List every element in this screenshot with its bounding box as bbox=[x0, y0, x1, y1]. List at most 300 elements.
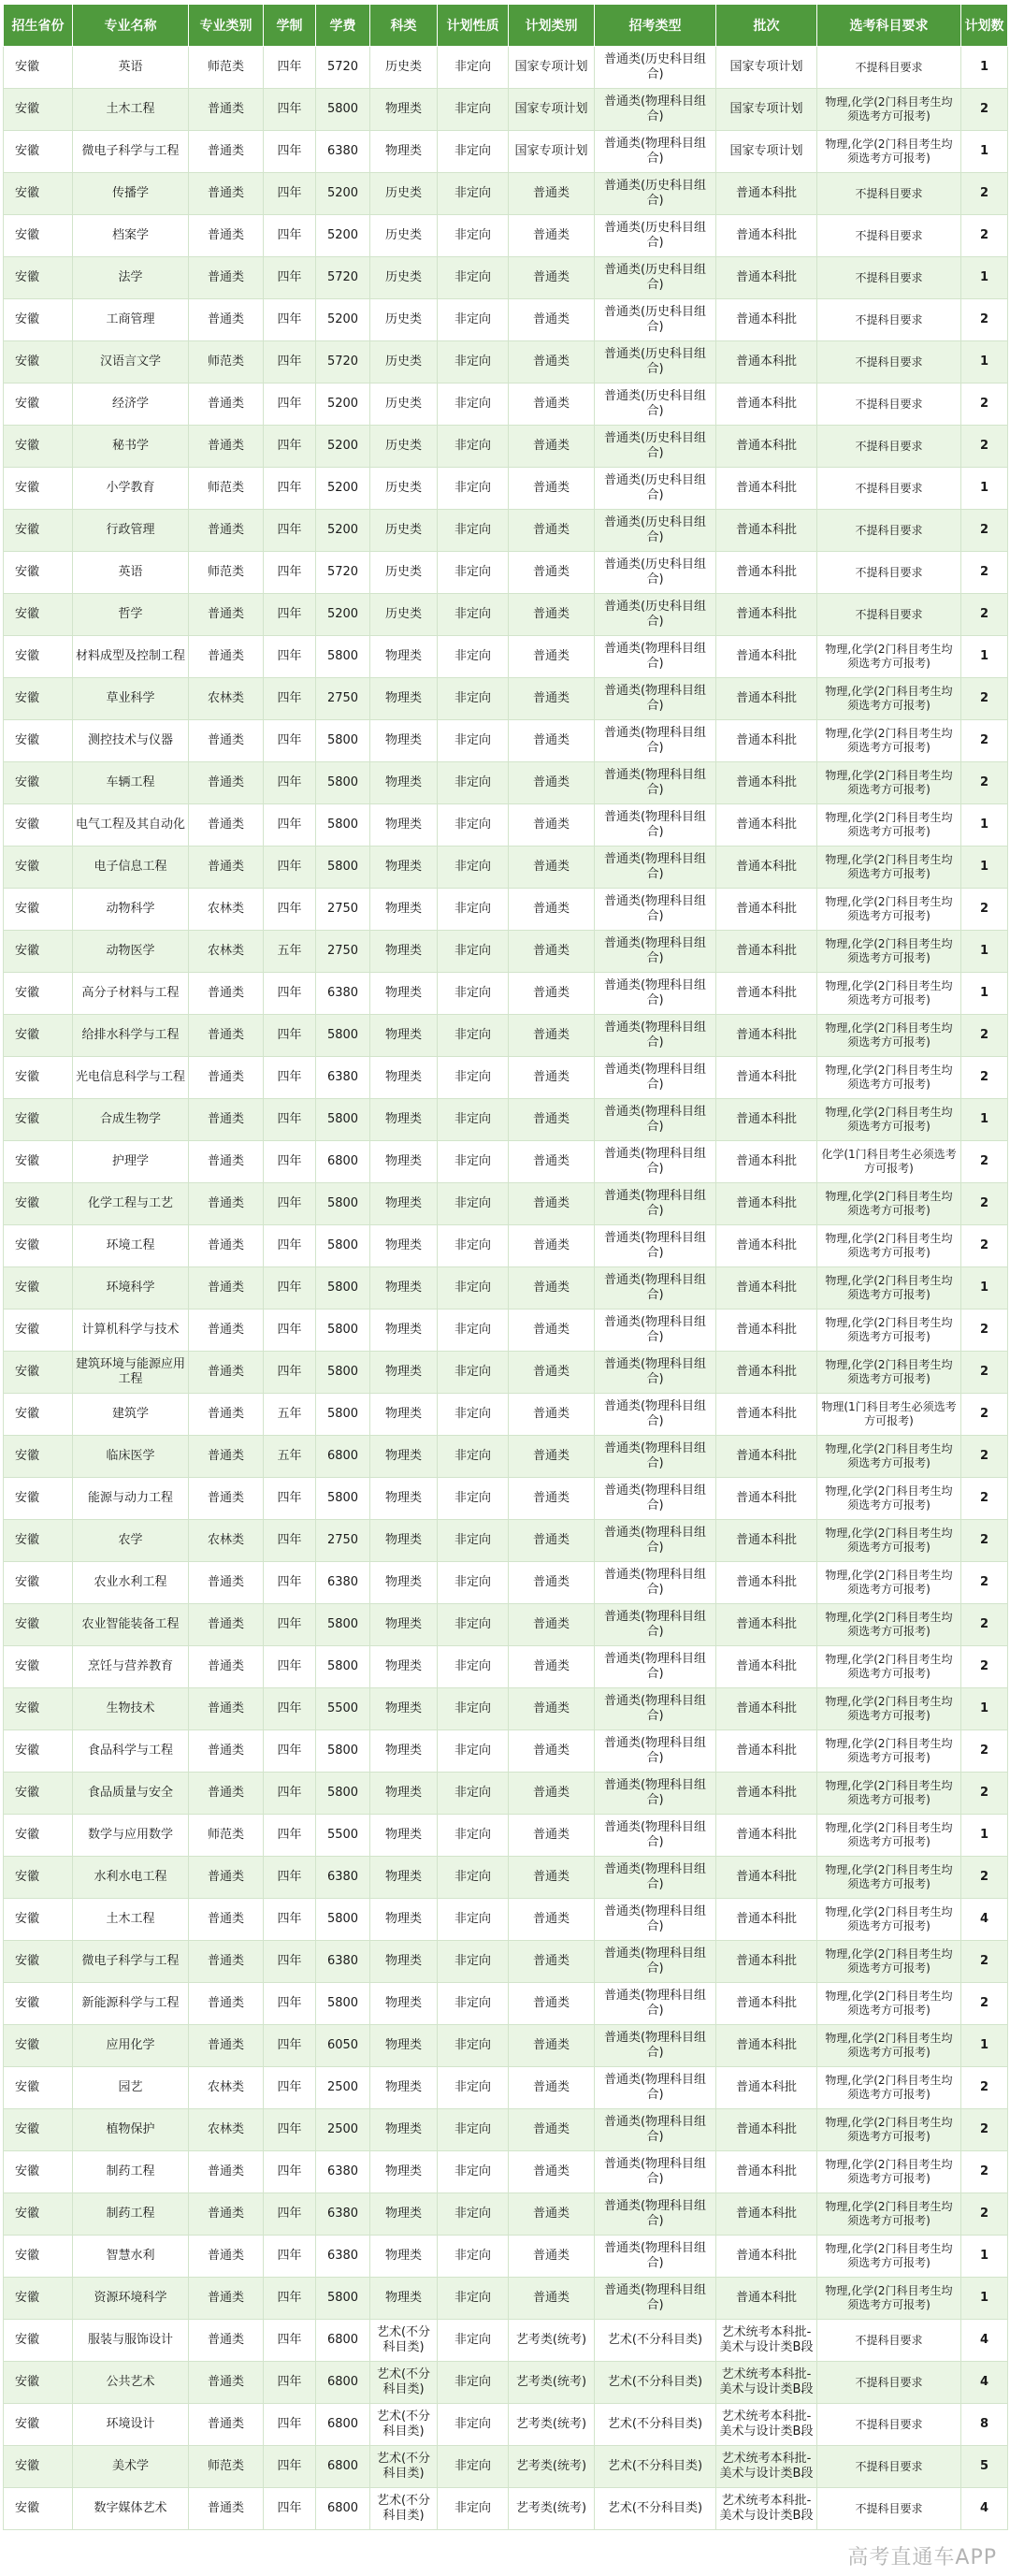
cell-batch: 普通本科批 bbox=[716, 2278, 817, 2320]
cell-exam-type: 艺术(不分科目类) bbox=[595, 2404, 716, 2446]
cell-province: 安徽 bbox=[4, 89, 73, 131]
cell-plan-count: 2 bbox=[961, 1394, 1008, 1436]
cell-duration: 四年 bbox=[264, 2236, 316, 2278]
cell-subject-track: 艺术(不分科目类) bbox=[370, 2488, 438, 2530]
cell-major-category: 普通类 bbox=[189, 1604, 264, 1646]
cell-batch: 普通本科批 bbox=[716, 1141, 817, 1183]
cell-tuition: 5800 bbox=[316, 1899, 370, 1941]
cell-major: 烹饪与营养教育 bbox=[73, 1646, 189, 1688]
cell-plan-count: 1 bbox=[961, 973, 1008, 1015]
cell-major-category: 普通类 bbox=[189, 1183, 264, 1225]
cell-plan-count: 2 bbox=[961, 2193, 1008, 2236]
cell-subject-track: 物理类 bbox=[370, 2193, 438, 2236]
table-row bbox=[4, 1688, 1008, 1730]
cell-subject-track: 物理类 bbox=[370, 1604, 438, 1646]
cell-batch: 普通本科批 bbox=[716, 1773, 817, 1815]
cell-batch: 普通本科批 bbox=[716, 2151, 817, 2193]
header-major-category: 专业类别 bbox=[189, 5, 264, 47]
cell-plan-category: 普通类 bbox=[509, 678, 595, 720]
cell-plan-category: 普通类 bbox=[509, 1015, 595, 1057]
cell-tuition: 5800 bbox=[316, 1646, 370, 1688]
cell-major-category: 普通类 bbox=[189, 804, 264, 847]
cell-plan-count: 2 bbox=[961, 426, 1008, 468]
cell-subject-requirement: 物理,化学(2门科目考生均须选考方可报考) bbox=[817, 2109, 961, 2151]
header-row bbox=[4, 5, 1008, 47]
cell-subject-track: 物理类 bbox=[370, 1478, 438, 1520]
cell-province: 安徽 bbox=[4, 215, 73, 257]
cell-duration: 四年 bbox=[264, 1310, 316, 1352]
table-row bbox=[4, 173, 1008, 215]
cell-plan-nature: 非定向 bbox=[438, 510, 509, 552]
cell-plan-category: 普通类 bbox=[509, 594, 595, 636]
cell-exam-type: 普通类(物理科目组合) bbox=[595, 847, 716, 889]
cell-subject-track: 物理类 bbox=[370, 1899, 438, 1941]
cell-major-category: 普通类 bbox=[189, 2320, 264, 2362]
cell-major: 智慧水利 bbox=[73, 2236, 189, 2278]
cell-major-category: 普通类 bbox=[189, 1857, 264, 1899]
cell-tuition: 5800 bbox=[316, 847, 370, 889]
cell-exam-type: 普通类(历史科目组合) bbox=[595, 257, 716, 299]
cell-subject-requirement: 不提科目要求 bbox=[817, 468, 961, 510]
cell-duration: 四年 bbox=[264, 47, 316, 89]
table-row bbox=[4, 2320, 1008, 2362]
cell-plan-nature: 非定向 bbox=[438, 2151, 509, 2193]
cell-province: 安徽 bbox=[4, 1310, 73, 1352]
table-row bbox=[4, 1436, 1008, 1478]
cell-exam-type: 普通类(历史科目组合) bbox=[595, 594, 716, 636]
cell-plan-category: 普通类 bbox=[509, 847, 595, 889]
cell-duration: 四年 bbox=[264, 2109, 316, 2151]
cell-province: 安徽 bbox=[4, 2236, 73, 2278]
cell-province: 安徽 bbox=[4, 762, 73, 804]
cell-plan-category: 普通类 bbox=[509, 215, 595, 257]
cell-major: 制药工程 bbox=[73, 2151, 189, 2193]
cell-province: 安徽 bbox=[4, 889, 73, 931]
header-duration: 学制 bbox=[264, 5, 316, 47]
cell-batch: 普通本科批 bbox=[716, 804, 817, 847]
cell-subject-requirement: 物理,化学(2门科目考生均须选考方可报考) bbox=[817, 762, 961, 804]
cell-plan-category: 普通类 bbox=[509, 973, 595, 1015]
table-row bbox=[4, 299, 1008, 341]
cell-plan-nature: 非定向 bbox=[438, 1899, 509, 1941]
cell-subject-requirement: 物理,化学(2门科目考生均须选考方可报考) bbox=[817, 889, 961, 931]
cell-major-category: 师范类 bbox=[189, 47, 264, 89]
cell-plan-count: 2 bbox=[961, 1352, 1008, 1394]
cell-plan-category: 普通类 bbox=[509, 2025, 595, 2067]
cell-major-category: 普通类 bbox=[189, 131, 264, 173]
cell-plan-nature: 非定向 bbox=[438, 678, 509, 720]
cell-plan-count: 2 bbox=[961, 89, 1008, 131]
cell-subject-requirement: 物理,化学(2门科目考生均须选考方可报考) bbox=[817, 847, 961, 889]
cell-tuition: 6380 bbox=[316, 2193, 370, 2236]
cell-major: 能源与动力工程 bbox=[73, 1478, 189, 1520]
cell-plan-category: 普通类 bbox=[509, 1983, 595, 2025]
cell-plan-count: 2 bbox=[961, 1857, 1008, 1899]
cell-major: 环境科学 bbox=[73, 1267, 189, 1310]
cell-major: 食品科学与工程 bbox=[73, 1730, 189, 1773]
cell-major: 给排水科学与工程 bbox=[73, 1015, 189, 1057]
cell-province: 安徽 bbox=[4, 47, 73, 89]
cell-province: 安徽 bbox=[4, 1478, 73, 1520]
cell-major-category: 普通类 bbox=[189, 89, 264, 131]
cell-tuition: 2750 bbox=[316, 678, 370, 720]
cell-plan-count: 1 bbox=[961, 2236, 1008, 2278]
cell-plan-nature: 非定向 bbox=[438, 1478, 509, 1520]
cell-subject-track: 物理类 bbox=[370, 1773, 438, 1815]
cell-plan-category: 普通类 bbox=[509, 1183, 595, 1225]
cell-plan-nature: 非定向 bbox=[438, 720, 509, 762]
cell-duration: 四年 bbox=[264, 2320, 316, 2362]
cell-plan-nature: 非定向 bbox=[438, 2320, 509, 2362]
cell-major-category: 普通类 bbox=[189, 1436, 264, 1478]
cell-batch: 普通本科批 bbox=[716, 1057, 817, 1099]
cell-plan-nature: 非定向 bbox=[438, 2404, 509, 2446]
table-row bbox=[4, 1478, 1008, 1520]
cell-subject-requirement: 物理,化学(2门科目考生均须选考方可报考) bbox=[817, 2193, 961, 2236]
table-row bbox=[4, 2025, 1008, 2067]
cell-subject-requirement: 物理,化学(2门科目考生均须选考方可报考) bbox=[817, 1520, 961, 1562]
cell-batch: 普通本科批 bbox=[716, 1478, 817, 1520]
cell-major: 经济学 bbox=[73, 384, 189, 426]
table-row bbox=[4, 510, 1008, 552]
cell-batch: 普通本科批 bbox=[716, 257, 817, 299]
cell-subject-requirement: 物理,化学(2门科目考生均须选考方可报考) bbox=[817, 1267, 961, 1310]
cell-subject-requirement: 物理,化学(2门科目考生均须选考方可报考) bbox=[817, 1562, 961, 1604]
cell-major: 传播学 bbox=[73, 173, 189, 215]
table-row bbox=[4, 215, 1008, 257]
cell-plan-nature: 非定向 bbox=[438, 1857, 509, 1899]
cell-exam-type: 普通类(物理科目组合) bbox=[595, 1899, 716, 1941]
cell-duration: 四年 bbox=[264, 636, 316, 678]
cell-plan-category: 普通类 bbox=[509, 2067, 595, 2109]
cell-province: 安徽 bbox=[4, 720, 73, 762]
cell-province: 安徽 bbox=[4, 1267, 73, 1310]
cell-exam-type: 普通类(物理科目组合) bbox=[595, 1099, 716, 1141]
table-row bbox=[4, 1983, 1008, 2025]
cell-subject-requirement: 不提科目要求 bbox=[817, 215, 961, 257]
cell-plan-category: 普通类 bbox=[509, 1941, 595, 1983]
cell-plan-category: 普通类 bbox=[509, 552, 595, 594]
cell-major-category: 普通类 bbox=[189, 2278, 264, 2320]
cell-subject-track: 物理类 bbox=[370, 1394, 438, 1436]
table-row bbox=[4, 1099, 1008, 1141]
table-row bbox=[4, 594, 1008, 636]
cell-major: 建筑环境与能源应用工程 bbox=[73, 1352, 189, 1394]
cell-plan-count: 1 bbox=[961, 636, 1008, 678]
cell-exam-type: 普通类(物理科目组合) bbox=[595, 1857, 716, 1899]
table-row bbox=[4, 1604, 1008, 1646]
cell-subject-requirement: 物理,化学(2门科目考生均须选考方可报考) bbox=[817, 1983, 961, 2025]
cell-subject-track: 物理类 bbox=[370, 1352, 438, 1394]
cell-exam-type: 普通类(物理科目组合) bbox=[595, 1310, 716, 1352]
cell-subject-track: 物理类 bbox=[370, 973, 438, 1015]
table-row bbox=[4, 678, 1008, 720]
cell-batch: 普通本科批 bbox=[716, 1983, 817, 2025]
cell-major: 美术学 bbox=[73, 2446, 189, 2488]
cell-duration: 四年 bbox=[264, 468, 316, 510]
cell-plan-nature: 非定向 bbox=[438, 594, 509, 636]
cell-plan-count: 2 bbox=[961, 1436, 1008, 1478]
cell-duration: 四年 bbox=[264, 1604, 316, 1646]
cell-subject-requirement: 不提科目要求 bbox=[817, 47, 961, 89]
cell-plan-category: 普通类 bbox=[509, 1646, 595, 1688]
cell-plan-nature: 非定向 bbox=[438, 889, 509, 931]
cell-plan-nature: 非定向 bbox=[438, 1310, 509, 1352]
cell-major: 汉语言文学 bbox=[73, 341, 189, 384]
cell-plan-nature: 非定向 bbox=[438, 131, 509, 173]
cell-plan-nature: 非定向 bbox=[438, 847, 509, 889]
cell-subject-requirement: 不提科目要求 bbox=[817, 426, 961, 468]
header-plan-nature: 计划性质 bbox=[438, 5, 509, 47]
cell-major: 应用化学 bbox=[73, 2025, 189, 2067]
cell-subject-track: 历史类 bbox=[370, 594, 438, 636]
cell-plan-nature: 非定向 bbox=[438, 1394, 509, 1436]
cell-exam-type: 艺术(不分科目类) bbox=[595, 2320, 716, 2362]
cell-plan-category: 普通类 bbox=[509, 1141, 595, 1183]
cell-batch: 普通本科批 bbox=[716, 341, 817, 384]
cell-province: 安徽 bbox=[4, 847, 73, 889]
table-row bbox=[4, 2236, 1008, 2278]
cell-batch: 普通本科批 bbox=[716, 1352, 817, 1394]
cell-major-category: 普通类 bbox=[189, 1478, 264, 1520]
cell-tuition: 6800 bbox=[316, 2488, 370, 2530]
cell-tuition: 6800 bbox=[316, 2404, 370, 2446]
cell-plan-nature: 非定向 bbox=[438, 1941, 509, 1983]
cell-batch: 普通本科批 bbox=[716, 426, 817, 468]
cell-batch: 普通本科批 bbox=[716, 468, 817, 510]
cell-major-category: 农林类 bbox=[189, 1520, 264, 1562]
cell-batch: 艺术统考本科批-美术与设计类B段 bbox=[716, 2446, 817, 2488]
cell-plan-category: 普通类 bbox=[509, 173, 595, 215]
header-plan-category: 计划类别 bbox=[509, 5, 595, 47]
cell-plan-count: 4 bbox=[961, 1899, 1008, 1941]
cell-duration: 四年 bbox=[264, 1057, 316, 1099]
cell-exam-type: 普通类(物理科目组合) bbox=[595, 1520, 716, 1562]
cell-plan-count: 4 bbox=[961, 2488, 1008, 2530]
cell-major: 园艺 bbox=[73, 2067, 189, 2109]
cell-exam-type: 普通类(物理科目组合) bbox=[595, 2067, 716, 2109]
cell-plan-category: 普通类 bbox=[509, 931, 595, 973]
cell-duration: 四年 bbox=[264, 552, 316, 594]
cell-exam-type: 普通类(物理科目组合) bbox=[595, 1225, 716, 1267]
cell-plan-count: 2 bbox=[961, 720, 1008, 762]
table-row bbox=[4, 552, 1008, 594]
cell-duration: 四年 bbox=[264, 1141, 316, 1183]
cell-plan-nature: 非定向 bbox=[438, 973, 509, 1015]
cell-plan-nature: 非定向 bbox=[438, 89, 509, 131]
cell-major: 农业智能装备工程 bbox=[73, 1604, 189, 1646]
cell-plan-category: 国家专项计划 bbox=[509, 131, 595, 173]
cell-plan-category: 普通类 bbox=[509, 2278, 595, 2320]
cell-subject-requirement: 不提科目要求 bbox=[817, 341, 961, 384]
cell-province: 安徽 bbox=[4, 1436, 73, 1478]
cell-subject-requirement: 物理,化学(2门科目考生均须选考方可报考) bbox=[817, 1646, 961, 1688]
cell-tuition: 5800 bbox=[316, 1730, 370, 1773]
cell-major-category: 普通类 bbox=[189, 2236, 264, 2278]
cell-exam-type: 普通类(历史科目组合) bbox=[595, 468, 716, 510]
cell-plan-count: 2 bbox=[961, 1183, 1008, 1225]
cell-tuition: 6380 bbox=[316, 1857, 370, 1899]
table-row bbox=[4, 2067, 1008, 2109]
cell-major-category: 普通类 bbox=[189, 257, 264, 299]
cell-exam-type: 普通类(物理科目组合) bbox=[595, 1478, 716, 1520]
cell-batch: 普通本科批 bbox=[716, 2193, 817, 2236]
cell-exam-type: 普通类(物理科目组合) bbox=[595, 678, 716, 720]
cell-duration: 四年 bbox=[264, 1688, 316, 1730]
cell-province: 安徽 bbox=[4, 2404, 73, 2446]
cell-subject-requirement: 物理,化学(2门科目考生均须选考方可报考) bbox=[817, 636, 961, 678]
cell-major: 化学工程与工艺 bbox=[73, 1183, 189, 1225]
cell-subject-requirement: 物理,化学(2门科目考生均须选考方可报考) bbox=[817, 1352, 961, 1394]
cell-major-category: 农林类 bbox=[189, 2109, 264, 2151]
cell-duration: 四年 bbox=[264, 426, 316, 468]
cell-plan-nature: 非定向 bbox=[438, 1730, 509, 1773]
cell-exam-type: 普通类(物理科目组合) bbox=[595, 2109, 716, 2151]
cell-major-category: 普通类 bbox=[189, 1015, 264, 1057]
cell-plan-nature: 非定向 bbox=[438, 468, 509, 510]
cell-exam-type: 普通类(物理科目组合) bbox=[595, 1267, 716, 1310]
cell-province: 安徽 bbox=[4, 2362, 73, 2404]
cell-tuition: 2750 bbox=[316, 931, 370, 973]
cell-plan-count: 2 bbox=[961, 384, 1008, 426]
cell-major: 服装与服饰设计 bbox=[73, 2320, 189, 2362]
cell-plan-count: 2 bbox=[961, 2151, 1008, 2193]
cell-subject-requirement: 物理,化学(2门科目考生均须选考方可报考) bbox=[817, 973, 961, 1015]
cell-tuition: 5200 bbox=[316, 426, 370, 468]
cell-province: 安徽 bbox=[4, 1225, 73, 1267]
cell-duration: 四年 bbox=[264, 847, 316, 889]
cell-plan-category: 普通类 bbox=[509, 468, 595, 510]
cell-duration: 四年 bbox=[264, 1646, 316, 1688]
cell-plan-category: 普通类 bbox=[509, 1562, 595, 1604]
table-row bbox=[4, 2109, 1008, 2151]
cell-tuition: 5720 bbox=[316, 257, 370, 299]
cell-subject-requirement: 不提科目要求 bbox=[817, 2320, 961, 2362]
cell-subject-requirement: 不提科目要求 bbox=[817, 384, 961, 426]
cell-batch: 普通本科批 bbox=[716, 1310, 817, 1352]
cell-province: 安徽 bbox=[4, 426, 73, 468]
cell-subject-track: 物理类 bbox=[370, 2236, 438, 2278]
cell-major-category: 普通类 bbox=[189, 973, 264, 1015]
cell-major: 小学教育 bbox=[73, 468, 189, 510]
table-row bbox=[4, 384, 1008, 426]
cell-plan-nature: 非定向 bbox=[438, 1015, 509, 1057]
cell-batch: 普通本科批 bbox=[716, 1688, 817, 1730]
cell-plan-count: 4 bbox=[961, 2320, 1008, 2362]
cell-subject-track: 物理类 bbox=[370, 2278, 438, 2320]
cell-duration: 四年 bbox=[264, 510, 316, 552]
cell-exam-type: 普通类(物理科目组合) bbox=[595, 1646, 716, 1688]
cell-subject-track: 物理类 bbox=[370, 89, 438, 131]
cell-plan-count: 2 bbox=[961, 510, 1008, 552]
cell-duration: 四年 bbox=[264, 678, 316, 720]
cell-major: 测控技术与仪器 bbox=[73, 720, 189, 762]
cell-major-category: 普通类 bbox=[189, 384, 264, 426]
cell-major: 英语 bbox=[73, 552, 189, 594]
table-row bbox=[4, 2488, 1008, 2530]
header-subject-track: 科类 bbox=[370, 5, 438, 47]
cell-major: 电子信息工程 bbox=[73, 847, 189, 889]
cell-subject-requirement: 不提科目要求 bbox=[817, 594, 961, 636]
cell-duration: 四年 bbox=[264, 1225, 316, 1267]
cell-subject-track: 物理类 bbox=[370, 1015, 438, 1057]
cell-exam-type: 普通类(物理科目组合) bbox=[595, 973, 716, 1015]
cell-subject-requirement: 物理,化学(2门科目考生均须选考方可报考) bbox=[817, 1015, 961, 1057]
cell-duration: 四年 bbox=[264, 1941, 316, 1983]
cell-subject-requirement: 物理,化学(2门科目考生均须选考方可报考) bbox=[817, 1773, 961, 1815]
table-row bbox=[4, 1015, 1008, 1057]
cell-major-category: 师范类 bbox=[189, 341, 264, 384]
table-row bbox=[4, 889, 1008, 931]
cell-batch: 国家专项计划 bbox=[716, 47, 817, 89]
cell-exam-type: 艺术(不分科目类) bbox=[595, 2446, 716, 2488]
cell-subject-track: 物理类 bbox=[370, 1057, 438, 1099]
cell-subject-track: 物理类 bbox=[370, 2151, 438, 2193]
cell-plan-category: 艺考类(统考) bbox=[509, 2488, 595, 2530]
cell-duration: 五年 bbox=[264, 931, 316, 973]
cell-tuition: 5800 bbox=[316, 2278, 370, 2320]
cell-province: 安徽 bbox=[4, 468, 73, 510]
cell-province: 安徽 bbox=[4, 2151, 73, 2193]
cell-duration: 四年 bbox=[264, 131, 316, 173]
cell-exam-type: 普通类(物理科目组合) bbox=[595, 636, 716, 678]
cell-plan-count: 2 bbox=[961, 1773, 1008, 1815]
cell-major: 法学 bbox=[73, 257, 189, 299]
cell-major-category: 师范类 bbox=[189, 552, 264, 594]
cell-province: 安徽 bbox=[4, 1857, 73, 1899]
cell-exam-type: 普通类(物理科目组合) bbox=[595, 2151, 716, 2193]
cell-major: 农业水利工程 bbox=[73, 1562, 189, 1604]
cell-subject-track: 物理类 bbox=[370, 678, 438, 720]
cell-subject-track: 艺术(不分科目类) bbox=[370, 2404, 438, 2446]
cell-tuition: 5800 bbox=[316, 1478, 370, 1520]
cell-duration: 四年 bbox=[264, 1773, 316, 1815]
cell-subject-requirement: 物理,化学(2门科目考生均须选考方可报考) bbox=[817, 1183, 961, 1225]
cell-province: 安徽 bbox=[4, 2193, 73, 2236]
cell-exam-type: 普通类(历史科目组合) bbox=[595, 341, 716, 384]
cell-major: 食品质量与安全 bbox=[73, 1773, 189, 1815]
cell-major: 公共艺术 bbox=[73, 2362, 189, 2404]
cell-plan-count: 2 bbox=[961, 1225, 1008, 1267]
cell-subject-track: 历史类 bbox=[370, 384, 438, 426]
cell-duration: 五年 bbox=[264, 1394, 316, 1436]
cell-exam-type: 普通类(物理科目组合) bbox=[595, 889, 716, 931]
cell-batch: 普通本科批 bbox=[716, 1899, 817, 1941]
cell-batch: 艺术统考本科批-美术与设计类B段 bbox=[716, 2404, 817, 2446]
cell-plan-count: 2 bbox=[961, 173, 1008, 215]
cell-plan-count: 2 bbox=[961, 1604, 1008, 1646]
cell-plan-category: 普通类 bbox=[509, 1773, 595, 1815]
cell-major-category: 普通类 bbox=[189, 299, 264, 341]
cell-plan-nature: 非定向 bbox=[438, 1520, 509, 1562]
cell-subject-requirement: 不提科目要求 bbox=[817, 2404, 961, 2446]
cell-tuition: 5200 bbox=[316, 299, 370, 341]
cell-subject-requirement: 物理,化学(2门科目考生均须选考方可报考) bbox=[817, 1436, 961, 1478]
cell-province: 安徽 bbox=[4, 1899, 73, 1941]
cell-subject-track: 物理类 bbox=[370, 1688, 438, 1730]
cell-major-category: 普通类 bbox=[189, 1267, 264, 1310]
table-row bbox=[4, 1267, 1008, 1310]
cell-plan-category: 艺考类(统考) bbox=[509, 2404, 595, 2446]
cell-batch: 普通本科批 bbox=[716, 1394, 817, 1436]
cell-subject-requirement: 物理(1门科目考生必须选考方可报考) bbox=[817, 1394, 961, 1436]
cell-major: 土木工程 bbox=[73, 1899, 189, 1941]
cell-plan-count: 1 bbox=[961, 468, 1008, 510]
cell-major: 微电子科学与工程 bbox=[73, 131, 189, 173]
cell-plan-count: 2 bbox=[961, 678, 1008, 720]
cell-plan-count: 1 bbox=[961, 2278, 1008, 2320]
cell-batch: 国家专项计划 bbox=[716, 89, 817, 131]
